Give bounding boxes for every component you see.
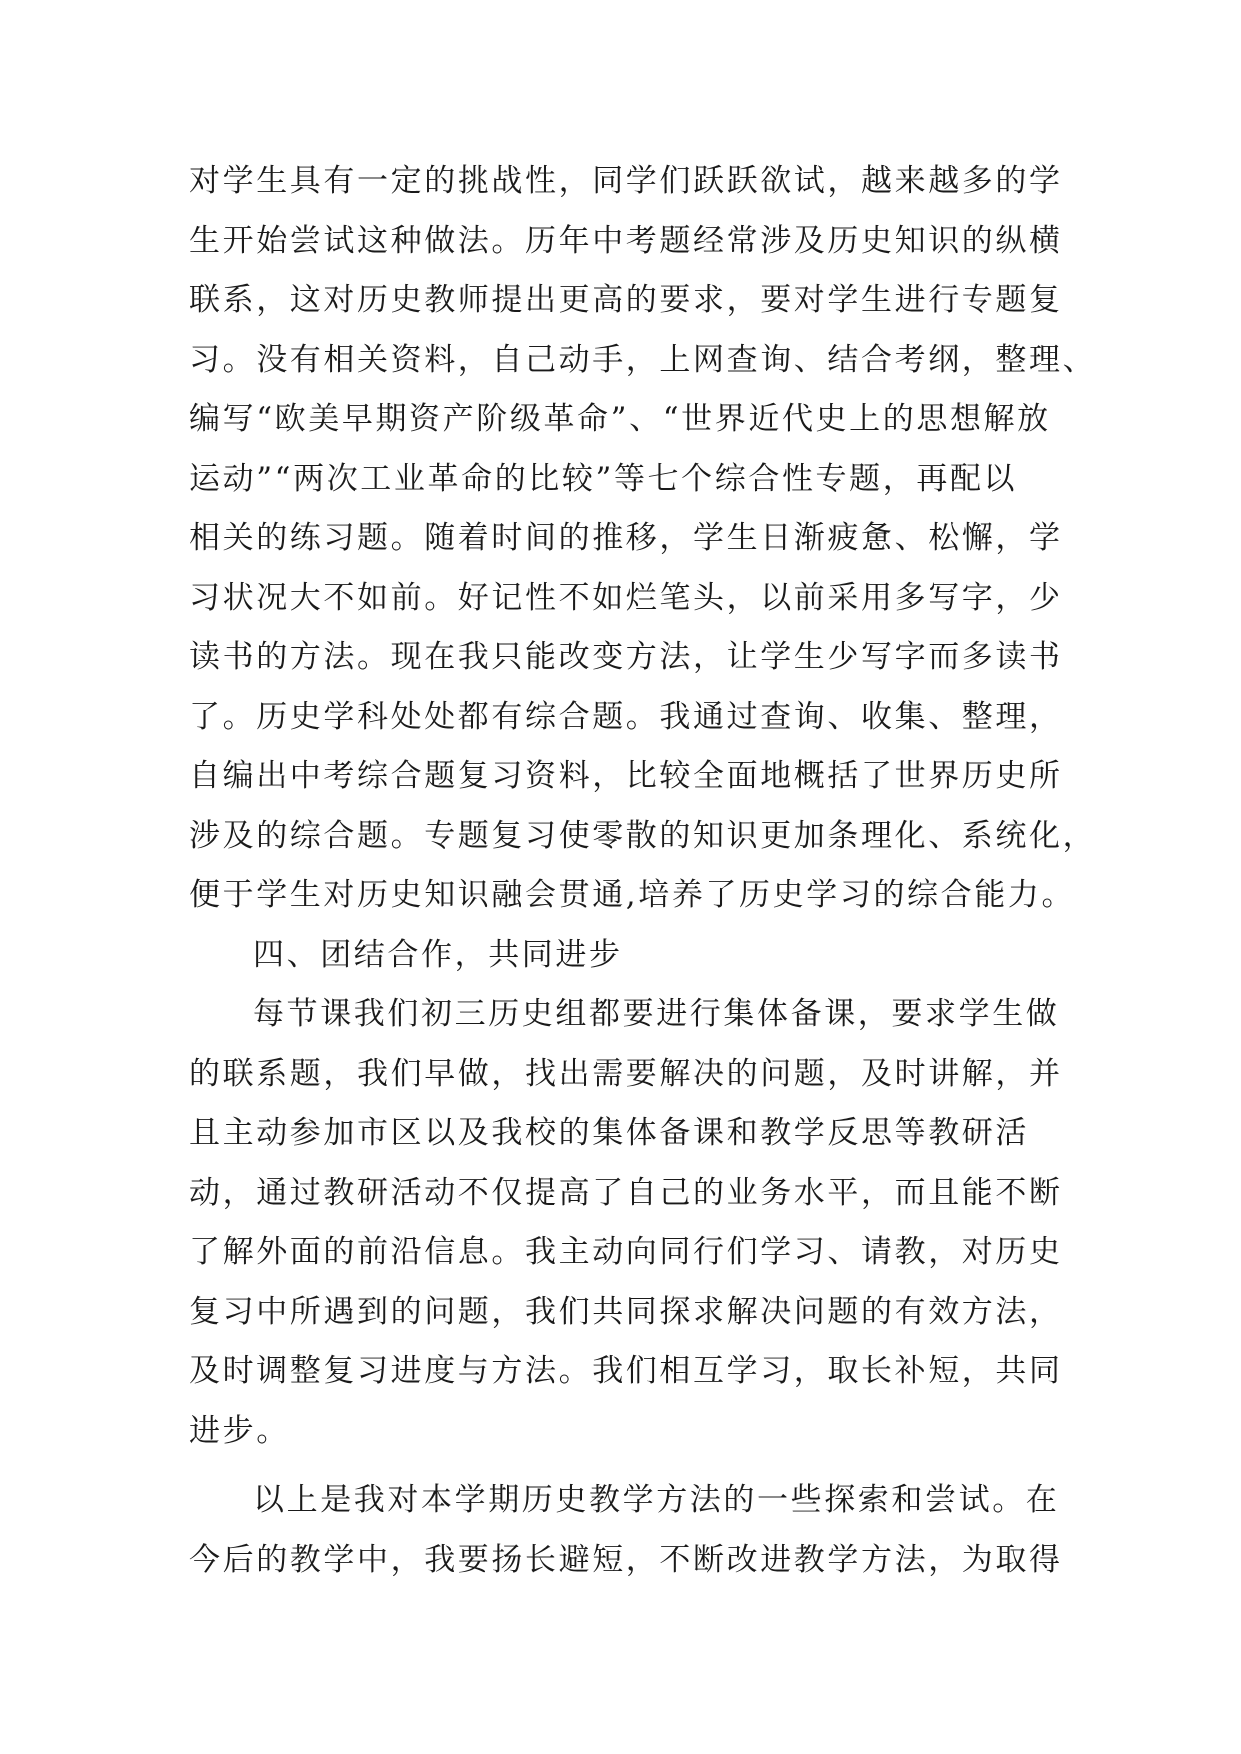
paragraph-line: 自编出中考综合题复习资料，比较全面地概括了世界历史所 — [189, 758, 1063, 794]
paragraph-line: 今后的教学中，我要扬长避短，不断改进教学方法，为取得 — [189, 1541, 1063, 1578]
paragraph-line: 涉及的综合题。专题复习使零散的知识更加条理化、系统化， — [189, 817, 1097, 854]
paragraph-line: 读书的方法。现在我只能改变方法，让学生少写字而多读书 — [189, 639, 1063, 675]
paragraph-line: 动，通过教研活动不仅提高了自己的业务水平，而且能不断 — [189, 1174, 1063, 1211]
section-heading: 四、团结合作，共同进步 — [253, 936, 623, 973]
paragraph-line: 生开始尝试这种做法。历年中考题经常涉及历史知识的纵横 — [189, 222, 1063, 259]
paragraph-line: 及时调整复习进度与方法。我们相互学习，取长补短，共同 — [189, 1353, 1063, 1389]
paragraph-line: 习。没有相关资料，自己动手，上网查询、结合考纲，整理、 — [189, 341, 1097, 378]
paragraph-line: 对学生具有一定的挑战性，同学们跃跃欲试，越来越多的学 — [189, 163, 1063, 199]
paragraph-line: 了解外面的前沿信息。我主动向同行们学习、请教，对历史 — [189, 1234, 1063, 1270]
paragraph-line: 的联系题，我们早做，找出需要解决的问题，及时讲解，并 — [189, 1055, 1063, 1092]
paragraph-line: 了。历史学科处处都有综合题。我通过查询、收集、整理， — [189, 698, 1063, 735]
paragraph-line: 且主动参加市区以及我校的集体备课和教学反思等教研活 — [189, 1115, 1029, 1151]
paragraph-line: 每节课我们初三历史组都要进行集体备课，要求学生做 — [253, 996, 1060, 1032]
paragraph-line: 便于学生对历史知识融会贯通,培养了历史学习的综合能力。 — [189, 877, 1076, 913]
paragraph-line: 编写“欧美早期资产阶级革命”、“世界近代史上的思想解放 — [189, 401, 1051, 437]
paragraph-line: 相关的练习题。随着时间的推移，学生日渐疲惫、松懈，学 — [189, 520, 1063, 556]
paragraph-line: 复习中所遇到的问题，我们共同探求解决问题的有效方法， — [189, 1293, 1063, 1330]
paragraph-line: 习状况大不如前。好记性不如烂笔头，以前采用多写字，少 — [189, 579, 1063, 616]
paragraph-line: 运动”“两次工业革命的比较”等七个综合性专题，再配以 — [189, 460, 1018, 497]
paragraph-line: 以上是我对本学期历史教学方法的一些探索和尝试。在 — [253, 1482, 1060, 1518]
body-text — [189, 152, 1097, 1590]
paragraph-line: 进步。 — [189, 1412, 290, 1449]
paragraph-line: 联系，这对历史教师提出更高的要求，要对学生进行专题复 — [189, 282, 1063, 318]
